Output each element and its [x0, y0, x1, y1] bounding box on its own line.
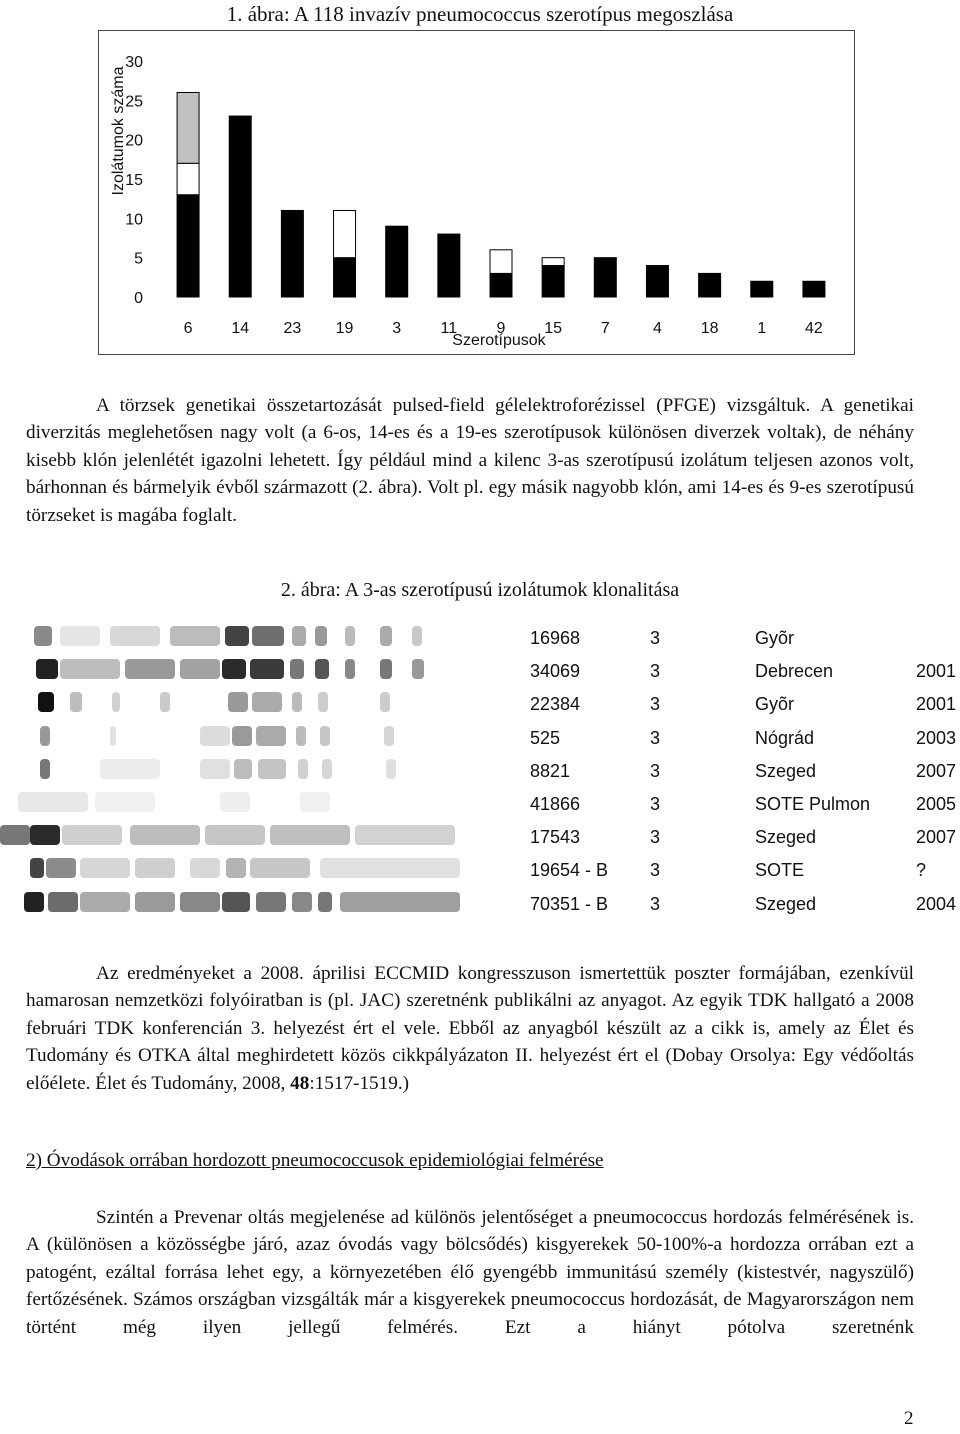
isolate-id: 34069: [530, 661, 581, 682]
gel-band: [300, 792, 330, 812]
isolation-year: ?: [916, 860, 927, 881]
y-tick-label: 10: [125, 211, 143, 229]
gel-band: [412, 626, 422, 646]
gel-band: [250, 659, 284, 679]
isolate-id: 41866: [530, 794, 581, 814]
x-tick-label: 3: [392, 320, 402, 337]
serotype: 3: [650, 760, 661, 781]
isolate-id: 19654 - B: [530, 860, 609, 881]
table-row: [530, 722, 960, 752]
y-tick-label: 25: [125, 93, 143, 111]
gel-band: [380, 692, 390, 712]
gel-lane: [0, 622, 462, 650]
serotype: 3: [650, 727, 661, 748]
gel-band: [318, 692, 328, 712]
bar-segment: [281, 210, 303, 297]
gel-band: [38, 692, 54, 712]
gel-band: [200, 759, 230, 779]
gel-band: [412, 659, 424, 679]
x-tick-label: 23: [283, 320, 302, 337]
y-tick-label: 30: [125, 54, 143, 71]
serotype: 3: [650, 893, 661, 914]
paragraph-pfge: [26, 392, 914, 529]
gel-band: [380, 659, 392, 679]
table-row: [530, 655, 960, 685]
y-tick-label: 5: [134, 250, 143, 268]
paragraph-results-pages: :1517-1519.): [309, 1072, 410, 1094]
gel-band: [205, 825, 265, 845]
gel-band: [252, 626, 284, 646]
origin-place: Szeged: [755, 827, 817, 848]
paragraph-results-text: Az eredményeket a 2008. áprilisi ECCMID kongresszuson ismertettük poszter formájában, ezenkívül hamarosan nemzetközi folyóiratban is (pl. JAC) szeretnénk publikálni az anyagot. Az egyik TDK hallgató a 2008 februári TDK konferencián 3. helyezést ért el vele. Ebből az anyagból készült az a cikk is, amely az Élet és Tudomány és OTKA által meghirdetett közös cikkpályázaton II. helyezést ért el (Dobay Orsolya: Egy védőoltás előélete. Élet és Tudomány, 2008,: [26, 963, 914, 1094]
gel-band: [18, 792, 88, 812]
x-tick-label: 15: [544, 320, 563, 337]
gel-band: [60, 626, 100, 646]
table-row: [530, 788, 960, 818]
x-tick-label: 7: [600, 320, 610, 337]
isolation-year: 2007: [916, 760, 957, 781]
table-row: [530, 854, 960, 884]
x-tick-label: 11: [440, 320, 458, 337]
table-row: [530, 755, 960, 785]
gel-band: [70, 692, 82, 712]
gel-band: [296, 726, 306, 746]
gel-lane: [0, 821, 462, 849]
figure1-title: 1. ábra: A 118 invazív pneumococcus szerotípus megoszlása: [226, 2, 734, 26]
serotype: 3: [650, 694, 661, 715]
gel-band: [30, 858, 44, 878]
bar-segment: [803, 281, 825, 297]
gel-band: [80, 858, 130, 878]
gel-band: [232, 726, 252, 746]
x-tick-label: 1: [757, 320, 767, 337]
isolation-year: 2004: [916, 893, 957, 914]
isolate-id: 525: [530, 727, 561, 748]
gel-lane: [0, 755, 462, 783]
gel-band: [258, 759, 286, 779]
isolation-year: 2007: [916, 827, 957, 848]
gel-band: [318, 892, 332, 912]
gel-lane: [0, 722, 462, 750]
bar-segment: [386, 226, 408, 297]
gel-band: [315, 626, 327, 646]
gel-band: [222, 659, 246, 679]
gel-band: [62, 825, 122, 845]
gel-band: [222, 892, 250, 912]
bar-segment: [438, 234, 460, 297]
gel-band: [256, 726, 286, 746]
bar-segment: [646, 266, 668, 297]
gel-band: [322, 759, 332, 779]
serotype: 3: [650, 628, 661, 648]
bar-segment: [334, 258, 356, 297]
gel-band: [30, 825, 60, 845]
gel-band: [40, 759, 50, 779]
gel-band: [384, 726, 394, 746]
gel-band: [110, 726, 116, 746]
gel-band: [60, 659, 120, 679]
x-tick-label: 19: [335, 320, 354, 337]
gel-band: [252, 692, 282, 712]
table-row: [530, 622, 960, 652]
gel-lane: [0, 655, 462, 683]
gel-band: [345, 626, 355, 646]
gel-band: [36, 659, 58, 679]
gel-band: [386, 759, 396, 779]
page-number: 2: [904, 1408, 914, 1429]
section-heading: 2) Óvodások orrában hordozott pneumococcusok epidemiológiai felmérése: [26, 1150, 604, 1171]
volume-number: 48: [290, 1072, 310, 1094]
gel-band: [292, 692, 302, 712]
gel-band: [380, 626, 392, 646]
gel-band: [80, 892, 130, 912]
bar-segment: [177, 92, 199, 163]
x-tick-label: 42: [805, 320, 823, 337]
origin-place: Szeged: [755, 760, 817, 781]
x-tick-label: 6: [183, 320, 193, 337]
gel-band: [225, 626, 249, 646]
gel-band: [292, 892, 312, 912]
origin-place: Szeged: [755, 893, 817, 914]
gel-band: [170, 626, 220, 646]
gel-lane: [0, 854, 462, 882]
gel-band: [135, 858, 175, 878]
serotype: 3: [650, 827, 661, 848]
gel-lane: [0, 888, 462, 916]
bar-chart-svg: [99, 31, 856, 356]
origin-place: Nógrád: [755, 727, 815, 748]
bar-segment: [751, 281, 773, 297]
origin-place: Gyõr: [755, 628, 795, 648]
gel-band: [315, 659, 329, 679]
paragraph-carriage: [26, 1204, 914, 1341]
table-row: [530, 888, 960, 918]
gel-band: [340, 892, 460, 912]
isolation-year: 2001: [916, 694, 957, 715]
gel-band: [290, 659, 304, 679]
gel-band: [298, 759, 308, 779]
gel-band: [180, 659, 220, 679]
gel-band: [220, 792, 250, 812]
isolation-year: 2005: [916, 794, 957, 814]
gel-band: [130, 825, 200, 845]
bar-segment: [542, 258, 564, 266]
gel-band: [256, 892, 286, 912]
gel-band: [234, 759, 252, 779]
gel-band: [24, 892, 44, 912]
isolate-id: 17543: [530, 827, 581, 848]
isolate-id: 16968: [530, 628, 581, 648]
gel-band: [345, 659, 355, 679]
gel-band: [292, 626, 306, 646]
y-tick-label: 20: [125, 132, 143, 150]
gel-band: [320, 858, 460, 878]
origin-place: SOTE Pulmon: [755, 794, 871, 814]
bar-segment: [594, 258, 616, 297]
origin-place: Gyõr: [755, 694, 795, 715]
gel-band: [160, 692, 170, 712]
gel-band: [135, 892, 175, 912]
isolate-id: 22384: [530, 694, 581, 715]
gel-lane: [0, 788, 462, 816]
gel-band: [100, 759, 160, 779]
gel-band: [228, 692, 248, 712]
gel-band: [110, 626, 160, 646]
gel-band: [226, 858, 246, 878]
gel-band: [40, 726, 50, 746]
x-axis-label: Szerotípusok: [452, 332, 546, 349]
gel-band: [95, 792, 155, 812]
isolation-year: 2003: [916, 727, 957, 748]
gel-band: [180, 892, 220, 912]
y-tick-label: 15: [125, 172, 143, 189]
figure2-title: 2. ábra: A 3-as szerotípusú izolátumok klonalitása: [280, 579, 680, 601]
gel-band: [46, 858, 76, 878]
x-tick-label: 4: [653, 320, 662, 337]
bar-segment: [229, 116, 251, 297]
table-row: [530, 821, 960, 851]
figure1-chart: [98, 30, 855, 355]
table-row: [530, 688, 960, 718]
paragraph-pfge-text: A törzsek genetikai összetartozását pulsed-field gélelektroforézissel (PFGE) vizsgáltuk. A genetikai diverzitás meglehetősen nagy volt (a 6-os, 14-es és a 19-es szerotípusok különösen diverzek voltak), de néhány kisebb klón jelenlétét igazolni lehetett. Így például mind a kilenc 3-as szerotípusú izolátum teljesen azonos volt, bárhonnan és bármelyik évből származott (2. ábra). Volt pl. egy másik nagyobb klón, ami 14-es és 9-es szerotípusú törzseket is magába foglalt.: [26, 395, 914, 526]
gel-lane: [0, 688, 462, 716]
x-tick-label: 18: [700, 320, 719, 337]
gel-band: [200, 726, 230, 746]
pfge-gel-image: [0, 622, 462, 924]
gel-band: [34, 626, 52, 646]
isolate-id: 70351 - B: [530, 893, 609, 914]
isolation-year: 2001: [916, 661, 957, 682]
gel-band: [112, 692, 120, 712]
origin-place: Debrecen: [755, 661, 834, 682]
x-tick-label: 9: [496, 320, 506, 337]
bar-segment: [490, 273, 512, 297]
gel-band: [355, 825, 455, 845]
gel-band: [0, 825, 30, 845]
gel-band: [48, 892, 78, 912]
gel-band: [320, 726, 330, 746]
bar-segment: [490, 250, 512, 274]
gel-band: [190, 858, 220, 878]
isolate-id: 8821: [530, 760, 571, 781]
y-axis-label: Izolátumok száma: [110, 66, 127, 196]
origin-place: SOTE: [755, 860, 805, 881]
bar-segment: [177, 163, 199, 194]
bar-segment: [334, 210, 356, 257]
bar-segment: [542, 266, 564, 297]
y-tick-label: 0: [134, 290, 143, 307]
gel-band: [270, 825, 350, 845]
gel-band: [125, 659, 175, 679]
bar-segment: [177, 195, 199, 297]
gel-band: [250, 858, 310, 878]
paragraph-carriage-text: Szintén a Prevenar oltás megjelenése ad különös jelentőséget a pneumococcus hordozás felmérésének is. A (különösen a közösségbe járó, azaz óvodás vagy bölcsődés) kisgyerekek 50-100%-a hordozza orrában ezt a patogént, ezáltal forrása lehet egy, a környezetében élő gyengébb immunitású személy (kistestvér, nagyszülő) fertőzésének. Számos országban vizsgálták már a kisgyerekek pneumococcus hordozását, de Magyarországon nem történt még ilyen jellegű felmérés. Ezt a hiányt pótolva szeretnénk: [26, 1207, 914, 1338]
bar-segment: [699, 273, 721, 297]
serotype: 3: [650, 860, 661, 881]
serotype: 3: [650, 794, 661, 814]
serotype: 3: [650, 661, 661, 682]
x-tick-label: 14: [231, 320, 250, 337]
paragraph-results: [26, 960, 914, 1097]
